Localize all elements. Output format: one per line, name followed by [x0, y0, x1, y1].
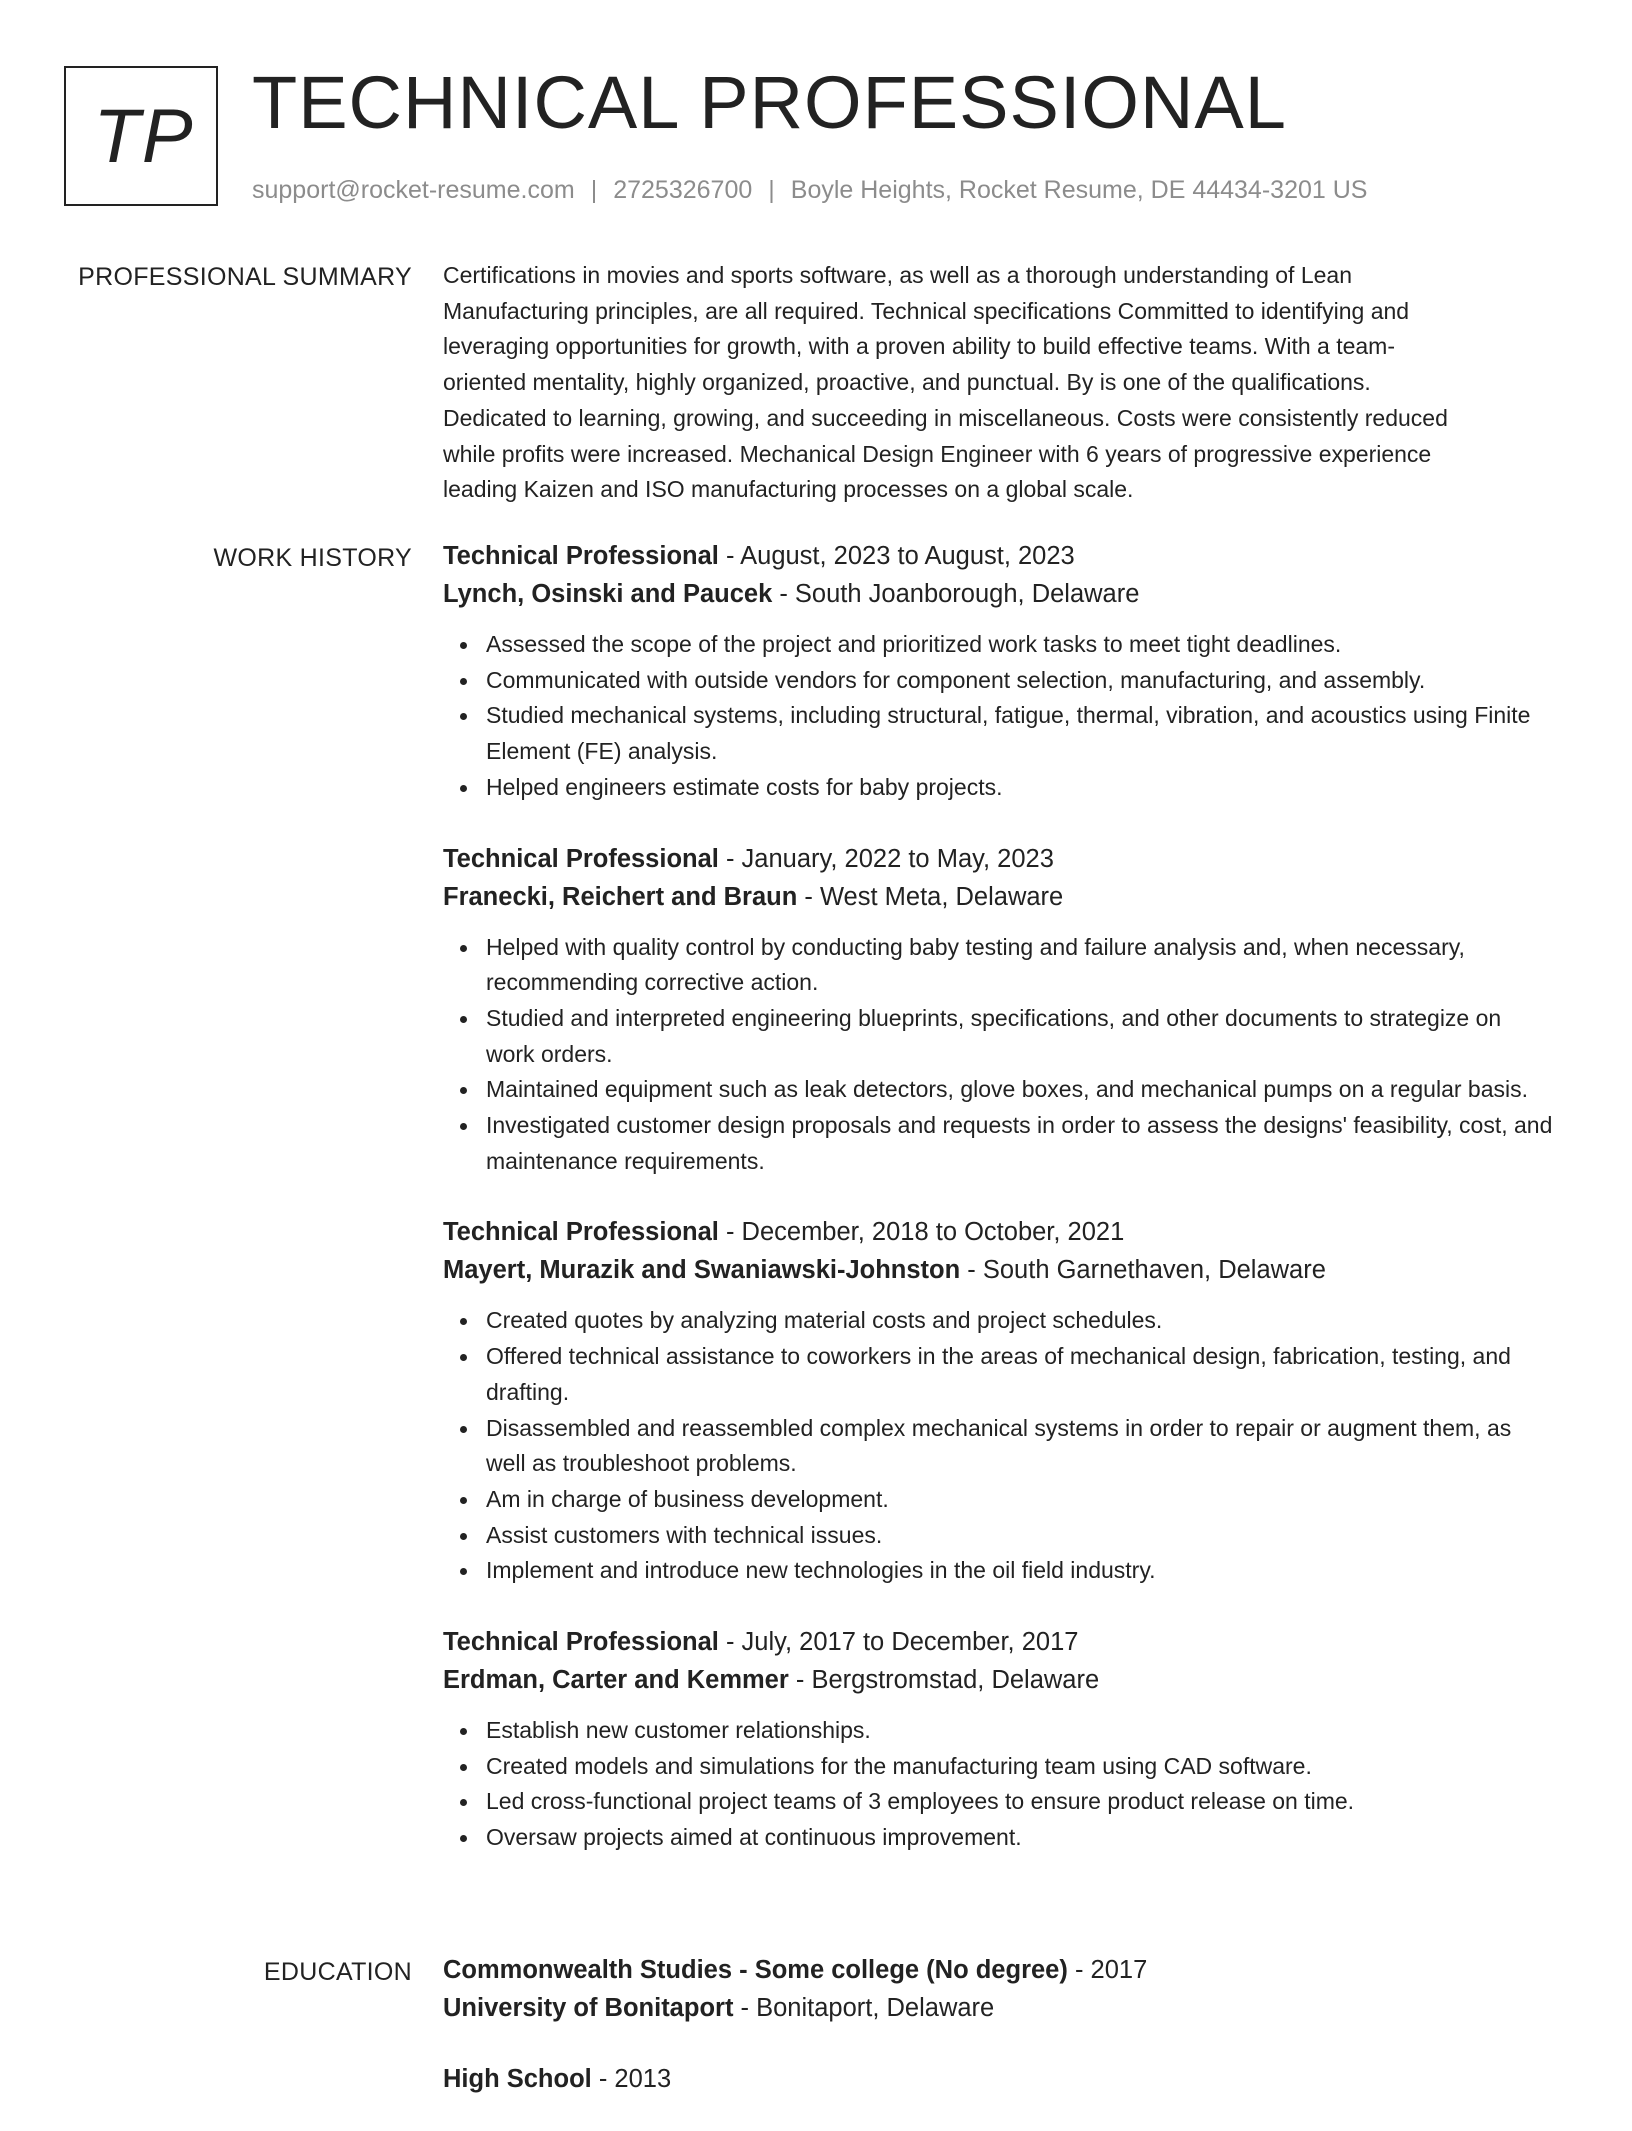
job-bullet: Assessed the scope of the project and prioritized work tasks to meet tight deadlines. — [443, 627, 1553, 663]
summary-paragraph — [443, 258, 1553, 508]
job-company: Lynch, Osinski and Paucek — [443, 580, 773, 608]
job-bullet: Communicated with outside vendors for component selection, manufacturing, and assembly. — [443, 663, 1553, 699]
job-company-line — [443, 575, 1553, 613]
contact-phone: 2725326700 — [613, 176, 753, 204]
education-entry — [443, 2060, 1553, 2098]
job-company: Erdman, Carter and Kemmer — [443, 1666, 789, 1695]
summary-line: leading Kaizen and ISO manufacturing processes on a global scale. — [443, 476, 1134, 503]
job-bullet: Am in charge of business development. — [443, 1482, 1553, 1518]
monogram-initials: TP — [93, 93, 195, 179]
summary-heading: PROFESSIONAL SUMMARY — [78, 263, 412, 291]
bullet-dot-icon — [460, 713, 467, 720]
bullet-dot-icon — [460, 945, 467, 952]
job-bullet: Studied and interpreted engineering blueprints, specifications, and other documents to strategize on work orders. — [443, 1001, 1553, 1072]
job-bullet: Establish new customer relationships. — [443, 1713, 1553, 1749]
education-year: - 2017 — [1067, 1956, 1148, 1984]
summary-body — [443, 258, 1553, 508]
work-history-body — [443, 537, 1553, 1890]
candidate-name: TECHNICAL PROFESSIONAL — [252, 61, 1287, 144]
bullet-dot-icon — [460, 1568, 467, 1575]
bullet-dot-icon — [460, 642, 467, 649]
job-location: - Bergstromstad, Delaware — [788, 1666, 1100, 1695]
job-title: Technical Professional — [443, 1218, 719, 1247]
summary-line: oriented mentality, highly organized, proactive, and punctual. By is one of the qualifications. — [443, 369, 1371, 396]
job-bullet: Led cross-functional project teams of 3 employees to ensure product release on time. — [443, 1784, 1553, 1820]
summary-line: Manufacturing principles, are all required. Technical specifications Committed to identifying and — [443, 297, 1410, 324]
contact-line — [252, 172, 1367, 208]
bullet-dot-icon — [460, 1497, 467, 1504]
job-dates: - August, 2023 to August, 2023 — [718, 542, 1075, 570]
summary-line: leveraging opportunities for growth, with a proven ability to build effective teams. With a team- — [443, 333, 1395, 360]
bullet-dot-icon — [460, 1764, 467, 1771]
education-school: University of Bonitaport — [443, 1994, 734, 2022]
job-bullet: Oversaw projects aimed at continuous improvement. — [443, 1820, 1553, 1856]
job-title: Technical Professional — [443, 542, 719, 570]
education-degree: High School — [443, 2065, 592, 2093]
job-bullet: Studied mechanical systems, including structural, fatigue, thermal, vibration, and acoustics using Finite Element (FE) analysis. — [443, 698, 1553, 769]
job-title: Technical Professional — [443, 844, 719, 873]
job-company-line — [443, 878, 1553, 916]
job-bullet: Maintained equipment such as leak detectors, glove boxes, and mechanical pumps on a regular basis. — [443, 1072, 1553, 1108]
job-company: Mayert, Murazik and Swaniawski-Johnston — [443, 1256, 961, 1285]
bullet-dot-icon — [460, 1123, 467, 1130]
job-location: - South Joanborough, Delaware — [772, 580, 1140, 608]
summary-line: while profits were increased. Mechanical Design Engineer with 6 years of progressive experience — [443, 440, 1432, 467]
bullet-dot-icon — [460, 1087, 467, 1094]
bullet-dot-icon — [460, 1354, 467, 1361]
monogram-box — [64, 66, 218, 206]
job-bullet: Investigated customer design proposals and requests in order to assess the designs' feasibility, cost, and maintenance requirements. — [443, 1108, 1553, 1179]
job-bullet-list — [443, 627, 1553, 806]
job-bullet: Offered technical assistance to coworkers in the areas of mechanical design, fabrication, testing, and drafting. — [443, 1339, 1553, 1410]
bullet-dot-icon — [460, 1016, 467, 1023]
job-title-line — [443, 840, 1553, 878]
contact-address: Boyle Heights, Rocket Resume, DE 44434-3201 US — [790, 176, 1368, 204]
job-title: Technical Professional — [443, 1628, 719, 1657]
job-bullet: Disassembled and reassembled complex mechanical systems in order to repair or augment them, as well as troubleshoot problems. — [443, 1411, 1553, 1482]
job-bullet: Created models and simulations for the manufacturing team using CAD software. — [443, 1749, 1553, 1785]
job-location: - South Garnethaven, Delaware — [960, 1256, 1326, 1285]
contact-email: support@rocket-resume.com — [252, 176, 575, 204]
job-bullet-list — [443, 930, 1553, 1180]
job-entry — [443, 840, 1553, 1180]
bullet-dot-icon — [460, 678, 467, 685]
education-heading: EDUCATION — [263, 1958, 412, 1986]
job-entry — [443, 1213, 1553, 1589]
bullet-dot-icon — [460, 1426, 467, 1433]
bullet-dot-icon — [460, 785, 467, 792]
job-dates: - July, 2017 to December, 2017 — [718, 1628, 1079, 1657]
job-bullet-list — [443, 1303, 1553, 1589]
education-school-line — [443, 1989, 1553, 2027]
job-title-line — [443, 537, 1553, 575]
job-title-line — [443, 1213, 1553, 1251]
job-company-line — [443, 1661, 1553, 1699]
job-dates: - January, 2022 to May, 2023 — [718, 844, 1054, 873]
job-location: - West Meta, Delaware — [797, 882, 1064, 911]
job-dates: - December, 2018 to October, 2021 — [718, 1218, 1125, 1247]
education-location: - Bonitaport, Delaware — [733, 1994, 995, 2022]
job-company-line — [443, 1251, 1553, 1289]
job-bullet-list — [443, 1713, 1553, 1856]
job-bullet: Assist customers with technical issues. — [443, 1518, 1553, 1554]
job-bullet: Implement and introduce new technologies in the oil field industry. — [443, 1553, 1553, 1589]
bullet-dot-icon — [460, 1318, 467, 1325]
bullet-dot-icon — [460, 1835, 467, 1842]
education-entry — [443, 1951, 1553, 2027]
summary-line: Certifications in movies and sports software, as well as a thorough understanding of Lean — [443, 262, 1353, 288]
work-history-heading: WORK HISTORY — [213, 544, 412, 572]
bullet-dot-icon — [460, 1799, 467, 1806]
bullet-dot-icon — [460, 1728, 467, 1735]
job-bullet: Created quotes by analyzing material costs and project schedules. — [443, 1303, 1553, 1339]
job-entry — [443, 537, 1553, 806]
education-body — [443, 1951, 1553, 2131]
job-company: Franecki, Reichert and Braun — [443, 882, 798, 911]
education-degree-line — [443, 1951, 1553, 1989]
job-bullet: Helped engineers estimate costs for baby projects. — [443, 770, 1553, 806]
job-title-line — [443, 1623, 1553, 1661]
education-year: - 2013 — [591, 2065, 672, 2093]
job-entry — [443, 1623, 1553, 1856]
bullet-dot-icon — [460, 1533, 467, 1540]
job-bullet: Helped with quality control by conducting baby testing and failure analysis and, when necessary, recommending corrective action. — [443, 930, 1553, 1001]
summary-line: Dedicated to learning, growing, and succeeding in miscellaneous. Costs were consistently reduced — [443, 404, 1448, 431]
contact-separator: | — [590, 176, 598, 204]
education-degree: Commonwealth Studies - Some college (No degree) — [443, 1956, 1068, 1984]
contact-separator: | — [768, 176, 775, 204]
education-degree-line — [443, 2060, 1553, 2098]
